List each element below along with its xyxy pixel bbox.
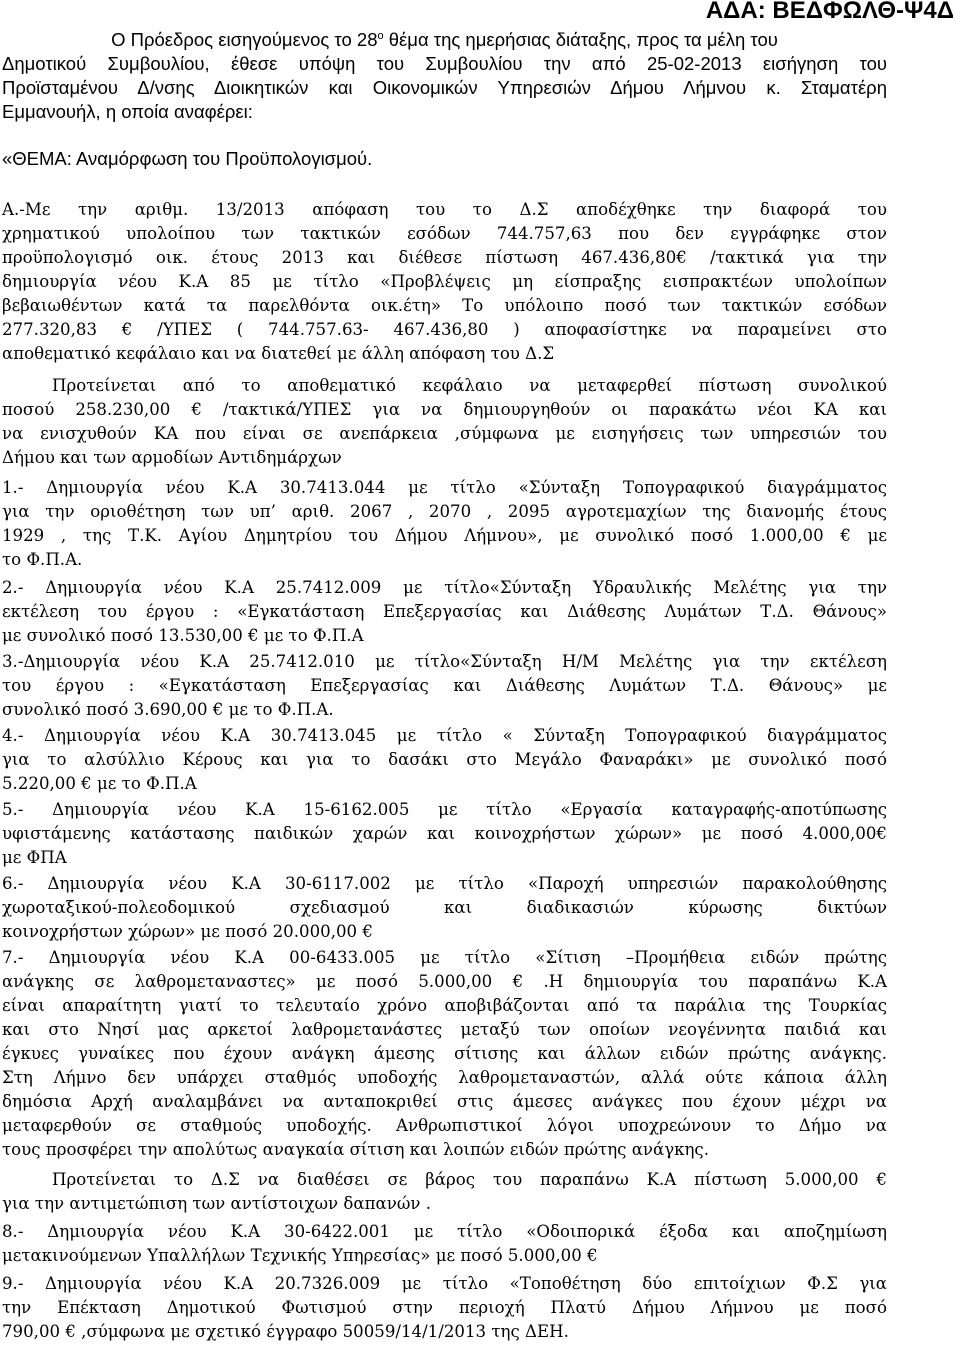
item-line: 7.- Δημιουργία νέου Κ.Α 00-6433.005 με τίτλο «Σίτιση –Προμήθεια ειδών πρώτης: [2, 948, 887, 967]
body-line: αποθεματικό κεφάλαιο και να διατεθεί με άλλη απόφαση του Δ.Σ: [2, 344, 555, 363]
item-line: ανάγκης σε λαθρομεταναστες» με ποσό 5.000,00 € .Η δημιουργία του παραπάνω Κ.Α: [2, 972, 887, 991]
body-line: Α.-Με την αριθμ. 13/2013 απόφαση του το Δ.Σ αποδέχθηκε την διαφορά του: [2, 200, 887, 219]
intro-line-1: Ο Πρόεδρος εισηγούμενος το $28^o$ θέμα της ημερήσιας διάταξης, προς τα μέλη του: [111, 29, 778, 50]
item-line: 790,00 € ,σύμφωνα με σχετικό έγγραφο 50059/14/1/2013 της ΔΕΗ.: [2, 1322, 569, 1341]
body-line: χρηματικού υπολοίπου των τακτικών εσόδων 744.757,63 που δεν εγγράφηκε στον: [2, 224, 887, 243]
item-line: Στη Λήμνο δεν υπάρχει σταθμός υποδοχής λαθρομεταναστών, αλλά ούτε κάποια άλλη: [2, 1068, 887, 1087]
item-line: υφιστάμενης κατάστασης παιδικών χαρών και κοινοχρήστων χώρων» με ποσό 4.000,00€: [2, 824, 887, 843]
item-line: για την οριοθέτηση των υπ’ αριθ. 2067 , 2070 , 2095 αγροτεμαχίων της διανομής έτους: [2, 502, 887, 521]
item-line: 5.220,00 € με το Φ.Π.Α: [2, 774, 197, 793]
item-line: 8.- Δημιουργία νέου Κ.Α 30-6422.001 με τίτλο «Οδοιπορικά έξοδα και αποζημίωση: [2, 1222, 887, 1241]
item-line: και στο Νησί μας αρκετοί λαθρομετανάστες μεταξύ των οποίων νεογέννητα παιδιά και: [2, 1020, 887, 1039]
item-line: του έργου : «Εγκατάσταση Επεξεργασίας και Διάθεσης Λυμάτων Τ.Δ. Θάνους» με: [2, 676, 887, 695]
body-line: Δήμου και των αρμοδίων Αντιδημάρχων: [2, 448, 342, 467]
item-line: εκτέλεση του έργου : «Εγκατάσταση Επεξεργασίας και Διάθεσης Λυμάτων Τ.Δ. Θάνους»: [2, 602, 887, 621]
item-line: συνολικό ποσό 3.690,00 € με το Φ.Π.Α.: [2, 700, 334, 719]
subject-line: «ΘΕΜΑ: Αναμόρφωση του Προϋπολογισμού.: [2, 148, 373, 169]
item-line: 1929 , της Τ.Κ. Αγίου Δημητρίου του Δήμου Λήμνου», με συνολικό ποσό 1.000,00 € με: [2, 526, 887, 545]
body-line: Προτείνεται από το αποθεματικό κεφάλαιο να μεταφερθεί πίστωση συνολικού: [52, 376, 887, 395]
intro-line-2: Δημοτικού Συμβουλίου, έθεσε υπόψη του Συμβουλίου την από 25-02-2013 εισήγηση του: [2, 53, 887, 74]
item-line: δημόσια Αρχή αναλαμβάνει να ανταποκριθεί στις άμεσες ανάγκες που έχουν μέχρι να: [2, 1092, 887, 1111]
item-line: 1.- Δημιουργία νέου Κ.Α 30.7413.044 με τίτλο «Σύνταξη Τοπογραφικού διαγράμματος: [2, 478, 887, 497]
item-line: μεταφερθούν σε σταθμούς υποδοχής. Ανθρωπιστικοί λόγοι υποχρεώνουν το Δήμο να: [2, 1116, 887, 1135]
intro-line-4: Εμμανουήλ, η οποία αναφέρει:: [2, 101, 253, 122]
item-line: για το αλσύλλιο Κέρους και για το δασάκι στο Μεγάλο Φαναράκι» με συνολικό ποσό: [2, 750, 887, 769]
item-line: το Φ.Π.Α.: [2, 550, 83, 569]
item-line: 2.- Δημιουργία νέου Κ.Α 25.7412.009 με τίτλο«Σύνταξη Υδραυλικής Μελέτης για την: [2, 578, 887, 597]
item-line: για την αντιμετώπιση των αντίστοιχων δαπανών .: [2, 1194, 431, 1213]
item-line: τους προσφέρει την απολύτως αναγκαία σίτιση και λοιπών ειδών πρώτης ανάγκης.: [2, 1140, 710, 1159]
item-line: Προτείνεται το Δ.Σ να διαθέσει σε βάρος του παραπάνω Κ.Α πίστωση 5.000,00 €: [52, 1170, 887, 1189]
body-line: 277.320,83 € /ΥΠΕΣ ( 744.757.63- 467.436,80 ) αποφασίστηκε να παραμείνει στο: [2, 320, 887, 339]
item-line: 6.- Δημιουργία νέου Κ.Α 30-6117.002 με τίτλο «Παροχή υπηρεσιών παρακολούθησης: [2, 874, 887, 893]
item-line: 5.- Δημιουργία νέου Κ.Α 15-6162.005 με τίτλο «Εργασία καταγραφής-αποτύπωσης: [2, 800, 887, 819]
item-line: την Επέκταση Δημοτικού Φωτισμού στην περιοχή Πλατύ Δήμου Λήμνου με ποσό: [2, 1298, 887, 1317]
body-line: προϋπολογισμό οικ. έτους 2013 και διέθεσε πίστωση 467.436,80€ /τακτικά για την: [2, 248, 887, 267]
item-line: κοινοχρήστων χώρων» με ποσό 20.000,00 €: [2, 922, 373, 941]
item-line: με συνολικό ποσό 13.530,00 € με το Φ.Π.Α: [2, 626, 364, 645]
body-line: δημιουργία νέου Κ.Α 85 με τίτλο «Προβλέψεις μη είσπραξης εισπρακτέων υπολοίπων: [2, 272, 887, 291]
body-line: να ενισχυθούν ΚΑ που είναι σε ανεπάρκεια ,σύμφωνα με εισηγήσεις των υπηρεσιών του: [2, 424, 887, 443]
body-line: βεβαιωθέντων κατά τα παρελθόντα οικ.έτη» Το υπόλοιπο ποσό των τακτικών εσόδων: [2, 296, 887, 315]
intro-line-3: Προϊσταμένου Δ/νσης Διοικητικών και Οικονομικών Υπηρεσιών Δήμου Λήμνου κ. Σταματέρη: [2, 77, 887, 98]
item-line: μετακινούμενων Υπαλλήλων Τεχνικής Υπηρεσίας» με ποσό 5.000,00 €: [2, 1246, 598, 1265]
item-line: 3.-Δημιουργία νέου Κ.Α 25.7412.010 με τίτλο«Σύνταξη Η/Μ Μελέτης για την εκτέλεση: [2, 652, 887, 671]
item-line: έγκυες γυναίκες που έχουν ανάγκη άμεσης σίτισης και άλλων ειδών πρώτης ανάγκης.: [2, 1044, 887, 1063]
body-line: ποσού 258.230,00 € /τακτικά/ΥΠΕΣ για να δημιουργηθούν οι παρακάτω νέοι ΚΑ και: [2, 400, 887, 419]
item-line: με ΦΠΑ: [2, 848, 67, 867]
item-line: 4.- Δημιουργία νέου Κ.Α 30.7413.045 με τίτλο « Σύνταξη Τοπογραφικού διαγράμματος: [2, 726, 887, 745]
document-id-stamp: ΑΔΑ: ΒΕΔΦΩΛΘ-Ψ4Δ: [705, 0, 954, 24]
item-line: χωροταξικού-πολεοδομικού σχεδιασμού και διαδικασιών κύρωσης δικτύων: [2, 898, 887, 917]
item-line: 9.- Δημιουργία νέου Κ.Α 20.7326.009 με τίτλο «Τοποθέτηση δύο επιτοίχιων Φ.Σ για: [2, 1274, 887, 1293]
item-line: είναι απαραίτητη γιατί το τελευταίο χρόνο αποβιβάζονται από τα παράλια της Τουρκίας: [2, 996, 887, 1015]
